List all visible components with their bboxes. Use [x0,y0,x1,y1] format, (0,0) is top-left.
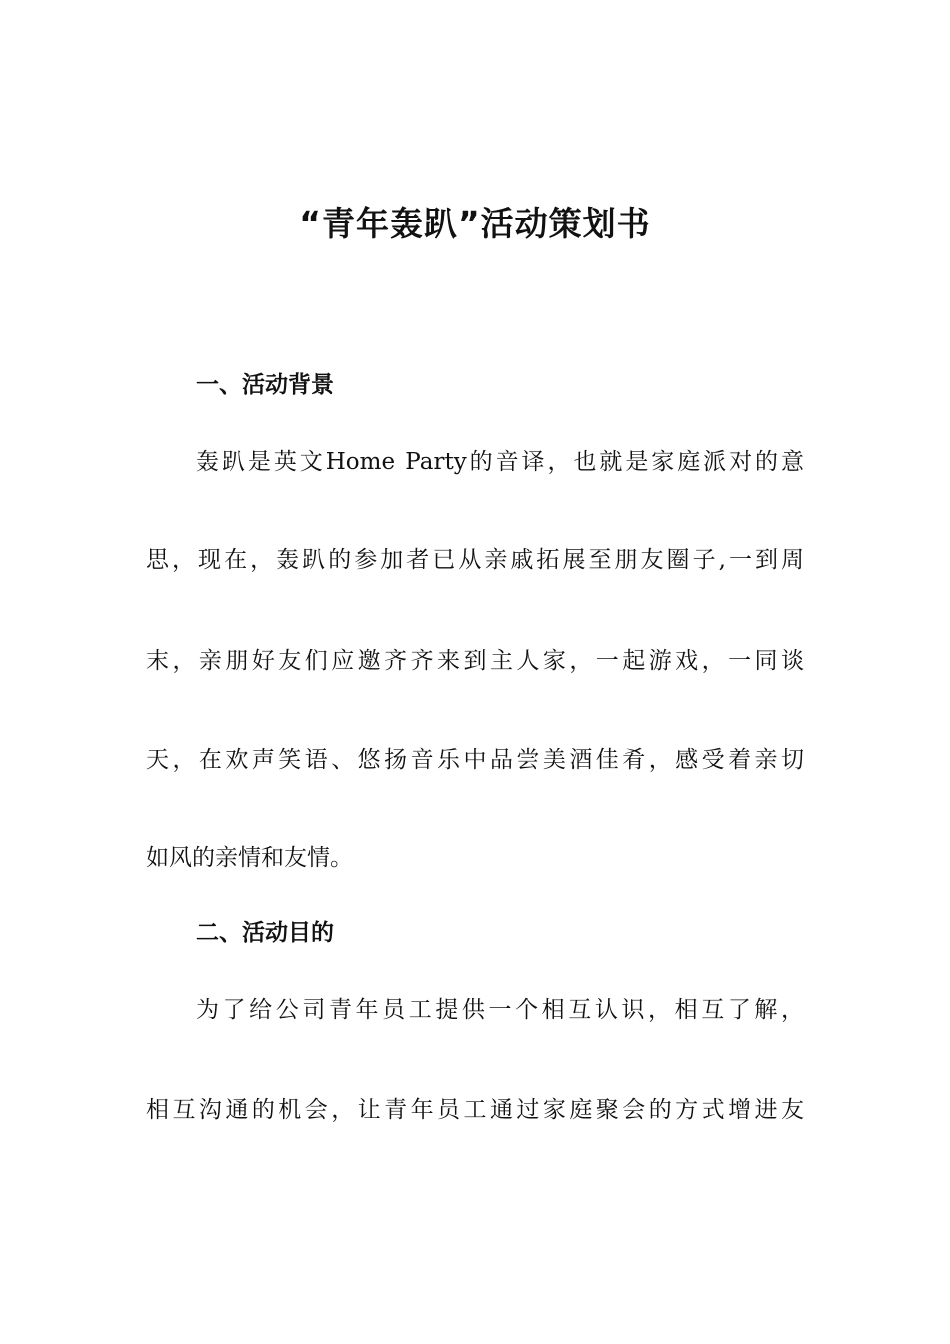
document-title: “青年轰趴”活动策划书 [299,204,651,243]
paragraph-line: 天，在欢声笑语、悠扬音乐中品尝美酒佳肴，感受着亲切 [146,747,804,773]
paragraph-line: 末，亲朋好友们应邀齐齐来到主人家，一起游戏，一同谈 [146,648,804,674]
section-heading-purpose: 二、活动目的 [196,920,334,946]
paragraph-line: 如风的亲情和友情。 [146,845,353,871]
section-heading-background: 一、活动背景 [196,372,334,398]
paragraph-line: 思，现在，轰趴的参加者已从亲戚拓展至朋友圈子,一到周 [146,547,804,573]
paragraph-line: 为了给公司青年员工提供一个相互认识，相互了解， [196,997,804,1023]
paragraph-line: 相互沟通的机会，让青年员工通过家庭聚会的方式增进友 [146,1097,804,1123]
paragraph-line: 轰趴是英文Home Party的音译，也就是家庭派对的意 [196,449,804,475]
